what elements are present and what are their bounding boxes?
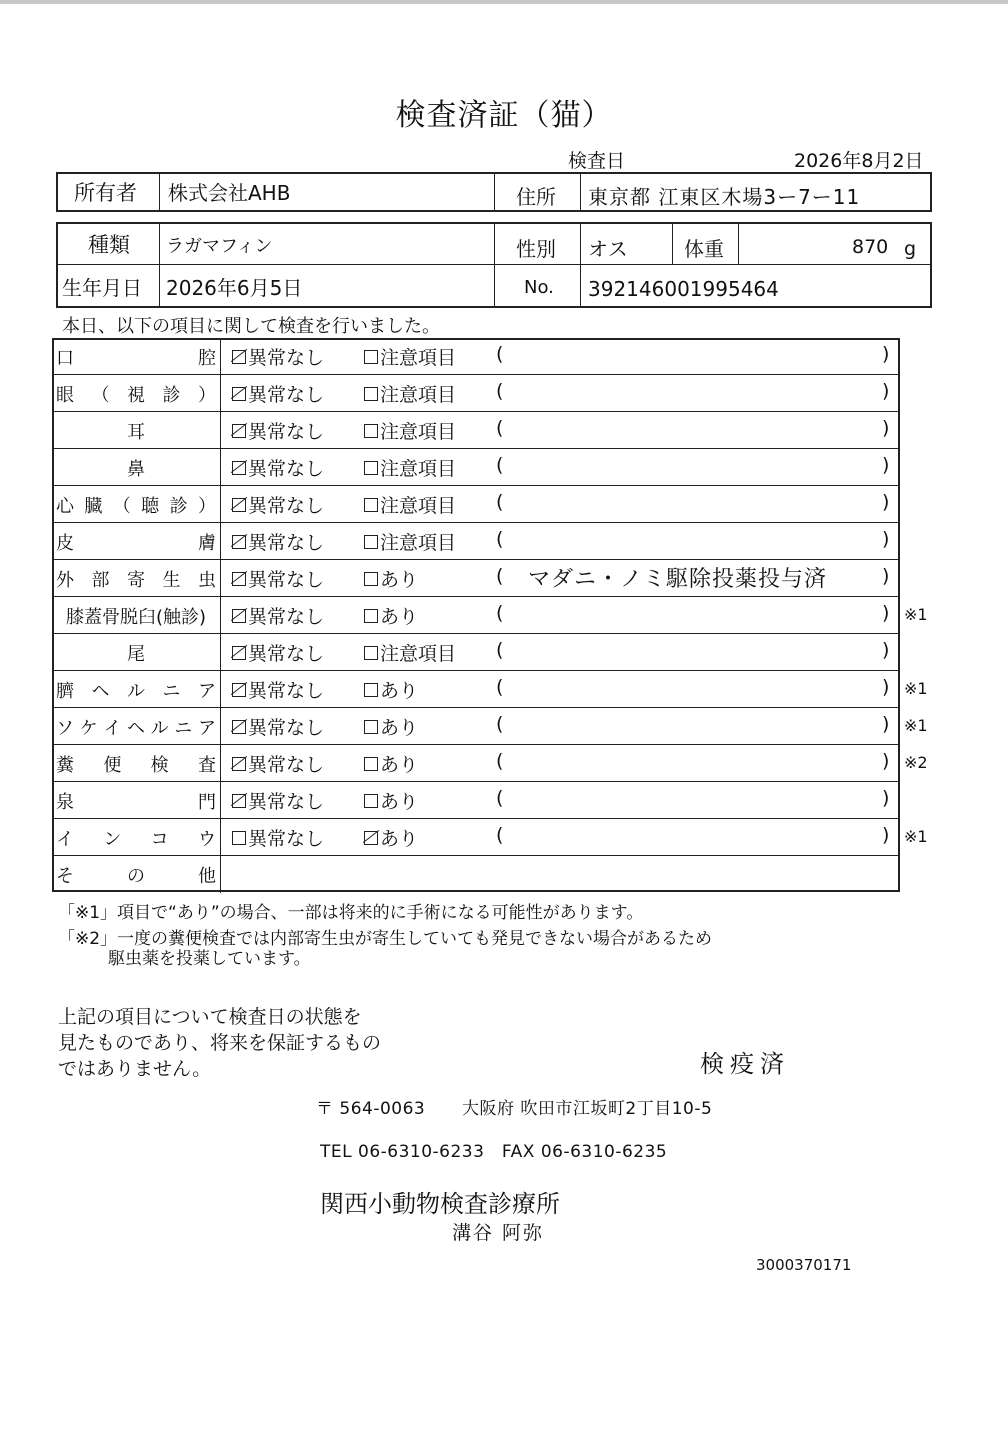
weight-value: 870 [852,236,889,258]
option-normal-label: 異常なし [248,643,325,665]
option-abnormal-label: 注意項目 [380,421,457,443]
option-normal-label: 異常なし [248,680,325,702]
address-value: 東京都 江東区木場3ー7ー11 [588,185,861,209]
item-label-part: 膚 [198,533,216,554]
clinic-name: 関西小動物検査診療所 [320,1190,560,1218]
option-abnormal[interactable] [364,713,418,740]
option-abnormal[interactable] [364,417,456,444]
column-divider [220,671,221,708]
item-label-part: ア [198,681,216,702]
open-paren: ( [496,454,504,476]
item-label-part: 寄 [127,570,145,591]
checkbox-abnormal[interactable] [364,831,378,845]
item-label-part: ニ [174,718,193,739]
breed-value: ラガマフィン [166,236,273,257]
item-label [56,862,216,888]
item-label [56,640,216,666]
item-label-part: 部 [91,570,110,591]
option-normal[interactable] [232,454,324,481]
open-paren: ( [496,676,504,698]
item-label [56,603,216,629]
column-divider [220,338,221,375]
table-row [52,782,900,819]
inspection-table [52,338,928,892]
option-abnormal-label: 注意項目 [380,347,457,369]
checkbox-normal[interactable] [232,609,246,623]
open-paren: ( [496,787,504,809]
sex-value: オス [588,237,628,261]
item-label-part: 診 [162,385,181,406]
close-paren: ) [882,491,890,513]
breed-label: 種類 [88,233,130,257]
scan-edge [0,0,1008,4]
column-divider [220,412,221,449]
exam-date-label: 検査日 [568,150,626,172]
footnote-1: 「※1」項目で“あり”の場合、一部は将来的に手術になる可能性があります。 [58,903,644,923]
item-label-part: 外 [56,570,74,591]
item-label-part: 診 [169,496,188,517]
item-label-part: イ [103,718,122,739]
checkbox-abnormal[interactable] [364,609,378,623]
item-label-part: ウ [197,829,216,850]
column-divider [220,819,221,856]
column-divider [220,597,221,634]
intro-text: 本日、以下の項目に関して検査を行いました。 [62,316,440,337]
item-label-part: 眼 [56,385,74,406]
table-row [52,486,900,523]
option-abnormal-label: あり [380,828,419,850]
item-label-part: ） [198,385,216,406]
column-divider [220,560,221,597]
option-normal[interactable] [232,824,324,851]
item-label-part: の [127,866,145,887]
disclaimer-line-3: ではありません。 [58,1058,212,1080]
open-paren: ( [496,824,504,846]
birth-value: 2026年6月5日 [166,276,303,300]
close-paren: ) [882,565,890,587]
option-abnormal-label: 注意項目 [380,643,457,665]
checkbox-normal[interactable] [232,350,246,364]
item-label [56,825,216,851]
checkbox-normal[interactable] [232,424,246,438]
number-label: No. [524,277,554,298]
item-label-part: 尾 [127,644,145,665]
option-normal-label: 異常なし [248,421,325,443]
item-label-part: そ [56,866,74,887]
checkbox-abnormal[interactable] [364,572,378,586]
quarantine-stamp: 検疫済 [700,1050,790,1078]
open-paren: ( [496,417,504,439]
item-label [56,677,216,703]
close-paren: ) [882,417,890,439]
option-normal-label: 異常なし [248,458,325,480]
close-paren: ) [882,639,890,661]
item-label-part: 皮 [56,533,74,554]
option-normal-label: 異常なし [248,532,325,554]
column-divider [220,486,221,523]
table-row [52,338,900,375]
item-label-part: 査 [197,755,216,776]
option-abnormal-label: あり [380,606,419,628]
item-label-part: ） [197,496,216,517]
table-row [52,412,900,449]
item-label [56,751,216,777]
item-label [56,566,216,592]
item-label-part: 検 [150,755,169,776]
option-normal-label: 異常なし [248,828,325,850]
column-divider [220,745,221,782]
footnote-3: 駆虫薬を投薬しています。 [108,949,311,969]
option-abnormal-label: あり [380,754,419,776]
item-label [56,788,216,814]
item-label-part: イ [56,829,74,850]
weight-unit: g [904,238,917,260]
table-row [52,375,900,412]
item-label-part: ア [197,718,216,739]
checkbox-normal[interactable] [232,757,246,771]
address-label: 住所 [516,185,556,209]
footnote-2: 「※2」一度の糞便検査では内部寄生虫が寄生していても発見できない場合があるため [58,929,713,949]
item-label [56,529,216,555]
close-paren: ) [882,824,890,846]
column-divider [220,634,221,671]
option-abnormal[interactable] [364,676,418,703]
checkbox-abnormal[interactable] [364,424,378,438]
item-label-part: 腔 [198,348,216,369]
option-normal-label: 異常なし [248,754,325,776]
column-divider [220,782,221,819]
checkbox-normal[interactable] [232,720,246,734]
open-paren: ( [496,343,504,365]
checkbox-abnormal[interactable] [364,498,378,512]
column-divider [220,449,221,486]
checkbox-normal[interactable] [232,572,246,586]
close-paren: ) [882,676,890,698]
item-label-part: 耳 [127,422,145,443]
checkbox-normal[interactable] [232,461,246,475]
clinic-contact: TEL 06-6310-6233 FAX 06-6310-6235 [320,1142,668,1162]
item-label-part: 膝蓋骨脱臼(触診) [65,607,207,628]
item-note: マダニ・ノミ駆除投薬投与済 [528,567,828,592]
exam-date-value: 2026年8月2日 [794,150,924,172]
item-label-part: 虫 [198,570,216,591]
table-row-other [52,856,900,893]
checkbox-normal[interactable] [232,683,246,697]
item-label-part: ル [127,681,145,702]
item-label-part: 泉 [56,792,74,813]
option-normal[interactable] [232,417,324,444]
option-abnormal[interactable] [364,787,418,814]
close-paren: ) [882,380,890,402]
option-abnormal-label: 注意項目 [380,532,457,554]
option-normal[interactable] [232,787,324,814]
column-divider [220,375,221,412]
option-normal[interactable] [232,750,324,777]
option-abnormal-label: あり [380,717,419,739]
option-abnormal-label: あり [380,569,419,591]
birth-label: 生年月日 [62,276,142,300]
column-divider [220,708,221,745]
table-row [52,560,900,597]
open-paren: ( [496,602,504,624]
option-normal[interactable] [232,676,324,703]
item-label-part: 臓 [84,496,103,517]
option-normal[interactable] [232,343,324,370]
close-paren: ) [882,750,890,772]
option-abnormal[interactable] [364,750,418,777]
option-normal-label: 異常なし [248,495,325,517]
checkbox-normal[interactable] [232,498,246,512]
checkbox-abnormal[interactable] [364,757,378,771]
inspector-name: 溝谷 阿弥 [452,1222,545,1244]
item-label [56,714,216,740]
option-abnormal[interactable] [364,565,418,592]
checkbox-abnormal[interactable] [364,646,378,660]
option-normal[interactable] [232,528,324,555]
item-label-part: 聴 [141,496,160,517]
close-paren: ) [882,787,890,809]
option-abnormal[interactable] [364,491,456,518]
item-label-part: ル [150,718,169,739]
table-row [52,745,928,782]
checkbox-normal[interactable] [232,794,246,808]
open-paren: ( [496,639,504,661]
item-label-part: 口 [56,348,74,369]
weight-label: 体重 [684,237,724,261]
checkbox-abnormal[interactable] [364,720,378,734]
option-normal[interactable] [232,639,324,666]
item-label-part: 生 [162,570,181,591]
option-normal-label: 異常なし [248,717,325,739]
item-label [56,344,216,370]
item-footnote-mark: ※1 [904,605,928,624]
open-paren: ( [496,528,504,550]
checkbox-normal[interactable] [232,831,246,845]
item-label [56,455,216,481]
table-row [52,819,928,856]
close-paren: ) [882,602,890,624]
table-row [52,634,900,671]
column-divider [220,523,221,560]
option-abnormal[interactable] [364,343,456,370]
option-normal[interactable] [232,565,324,592]
item-label-part: 臍 [56,681,74,702]
item-label-part: （ [112,496,131,517]
document-title: 検査済証（猫） [395,98,613,133]
option-abnormal[interactable] [364,639,456,666]
item-label-part: 他 [198,866,216,887]
disclaimer-line-2: 見たものであり、将来を保証するもの [58,1032,382,1054]
owner-value: 株式会社AHB [168,181,291,205]
owner-label: 所有者 [74,181,137,205]
item-footnote-mark: ※1 [904,679,928,698]
option-normal-label: 異常なし [248,384,325,406]
column-divider [220,856,221,893]
option-abnormal[interactable] [364,380,456,407]
open-paren: ( [496,380,504,402]
item-label-part: 心 [56,496,74,517]
disclaimer-line-1: 上記の項目について検査日の状態を [58,1006,362,1028]
clinic-address: 大阪府 吹田市江坂町2丁目10-5 [462,1099,713,1119]
item-label [56,492,216,518]
option-abnormal[interactable] [364,824,418,851]
item-label-part: ヘ [126,718,145,739]
option-abnormal-label: 注意項目 [380,458,457,480]
option-abnormal-label: 注意項目 [380,495,457,517]
close-paren: ) [882,713,890,735]
item-footnote-mark: ※1 [904,716,928,735]
checkbox-normal[interactable] [232,535,246,549]
option-normal[interactable] [232,713,324,740]
item-label-part: 便 [103,755,122,776]
option-abnormal-label: あり [380,791,419,813]
item-label-part: 鼻 [127,459,145,480]
item-label-part: 視 [127,385,145,406]
open-paren: ( [496,750,504,772]
close-paren: ) [882,528,890,550]
table-row [52,597,928,634]
item-label-part: （ [91,385,110,406]
item-label-part: ケ [79,718,98,739]
item-label [56,418,216,444]
checkbox-abnormal[interactable] [364,535,378,549]
close-paren: ) [882,454,890,476]
table-row [52,671,928,708]
option-normal-label: 異常なし [248,347,325,369]
document-number: 3000370171 [756,1256,852,1274]
item-footnote-mark: ※1 [904,827,928,846]
item-label-part: ヘ [91,681,110,702]
item-label-part: ニ [162,681,181,702]
item-label-part: 糞 [56,755,74,776]
number-value: 392146001995464 [588,277,779,301]
open-paren: ( [496,713,504,735]
sex-label: 性別 [516,237,556,261]
item-label [56,381,216,407]
checkbox-normal[interactable] [232,387,246,401]
checkbox-normal[interactable] [232,646,246,660]
open-paren: ( [496,565,504,587]
item-label-part: ソ [56,718,74,739]
checkbox-abnormal[interactable] [364,350,378,364]
option-abnormal[interactable] [364,528,456,555]
option-abnormal[interactable] [364,454,456,481]
open-paren: ( [496,491,504,513]
checkbox-abnormal[interactable] [364,683,378,697]
option-normal-label: 異常なし [248,791,325,813]
option-normal[interactable] [232,491,324,518]
item-label-part: コ [150,829,169,850]
item-footnote-mark: ※2 [904,753,928,772]
option-abnormal-label: あり [380,680,419,702]
option-normal-label: 異常なし [248,569,325,591]
option-normal[interactable] [232,380,324,407]
item-label-part: 門 [198,792,216,813]
option-normal-label: 異常なし [248,606,325,628]
option-abnormal[interactable] [364,602,418,629]
table-row [52,708,928,745]
checkbox-abnormal[interactable] [364,461,378,475]
item-label-part: ン [103,829,122,850]
option-normal[interactable] [232,602,324,629]
table-row [52,523,900,560]
checkbox-abnormal[interactable] [364,387,378,401]
option-abnormal-label: 注意項目 [380,384,457,406]
close-paren: ) [882,343,890,365]
postal-code: 〒 564-0063 [316,1099,426,1119]
table-row [52,449,900,486]
checkbox-abnormal[interactable] [364,794,378,808]
